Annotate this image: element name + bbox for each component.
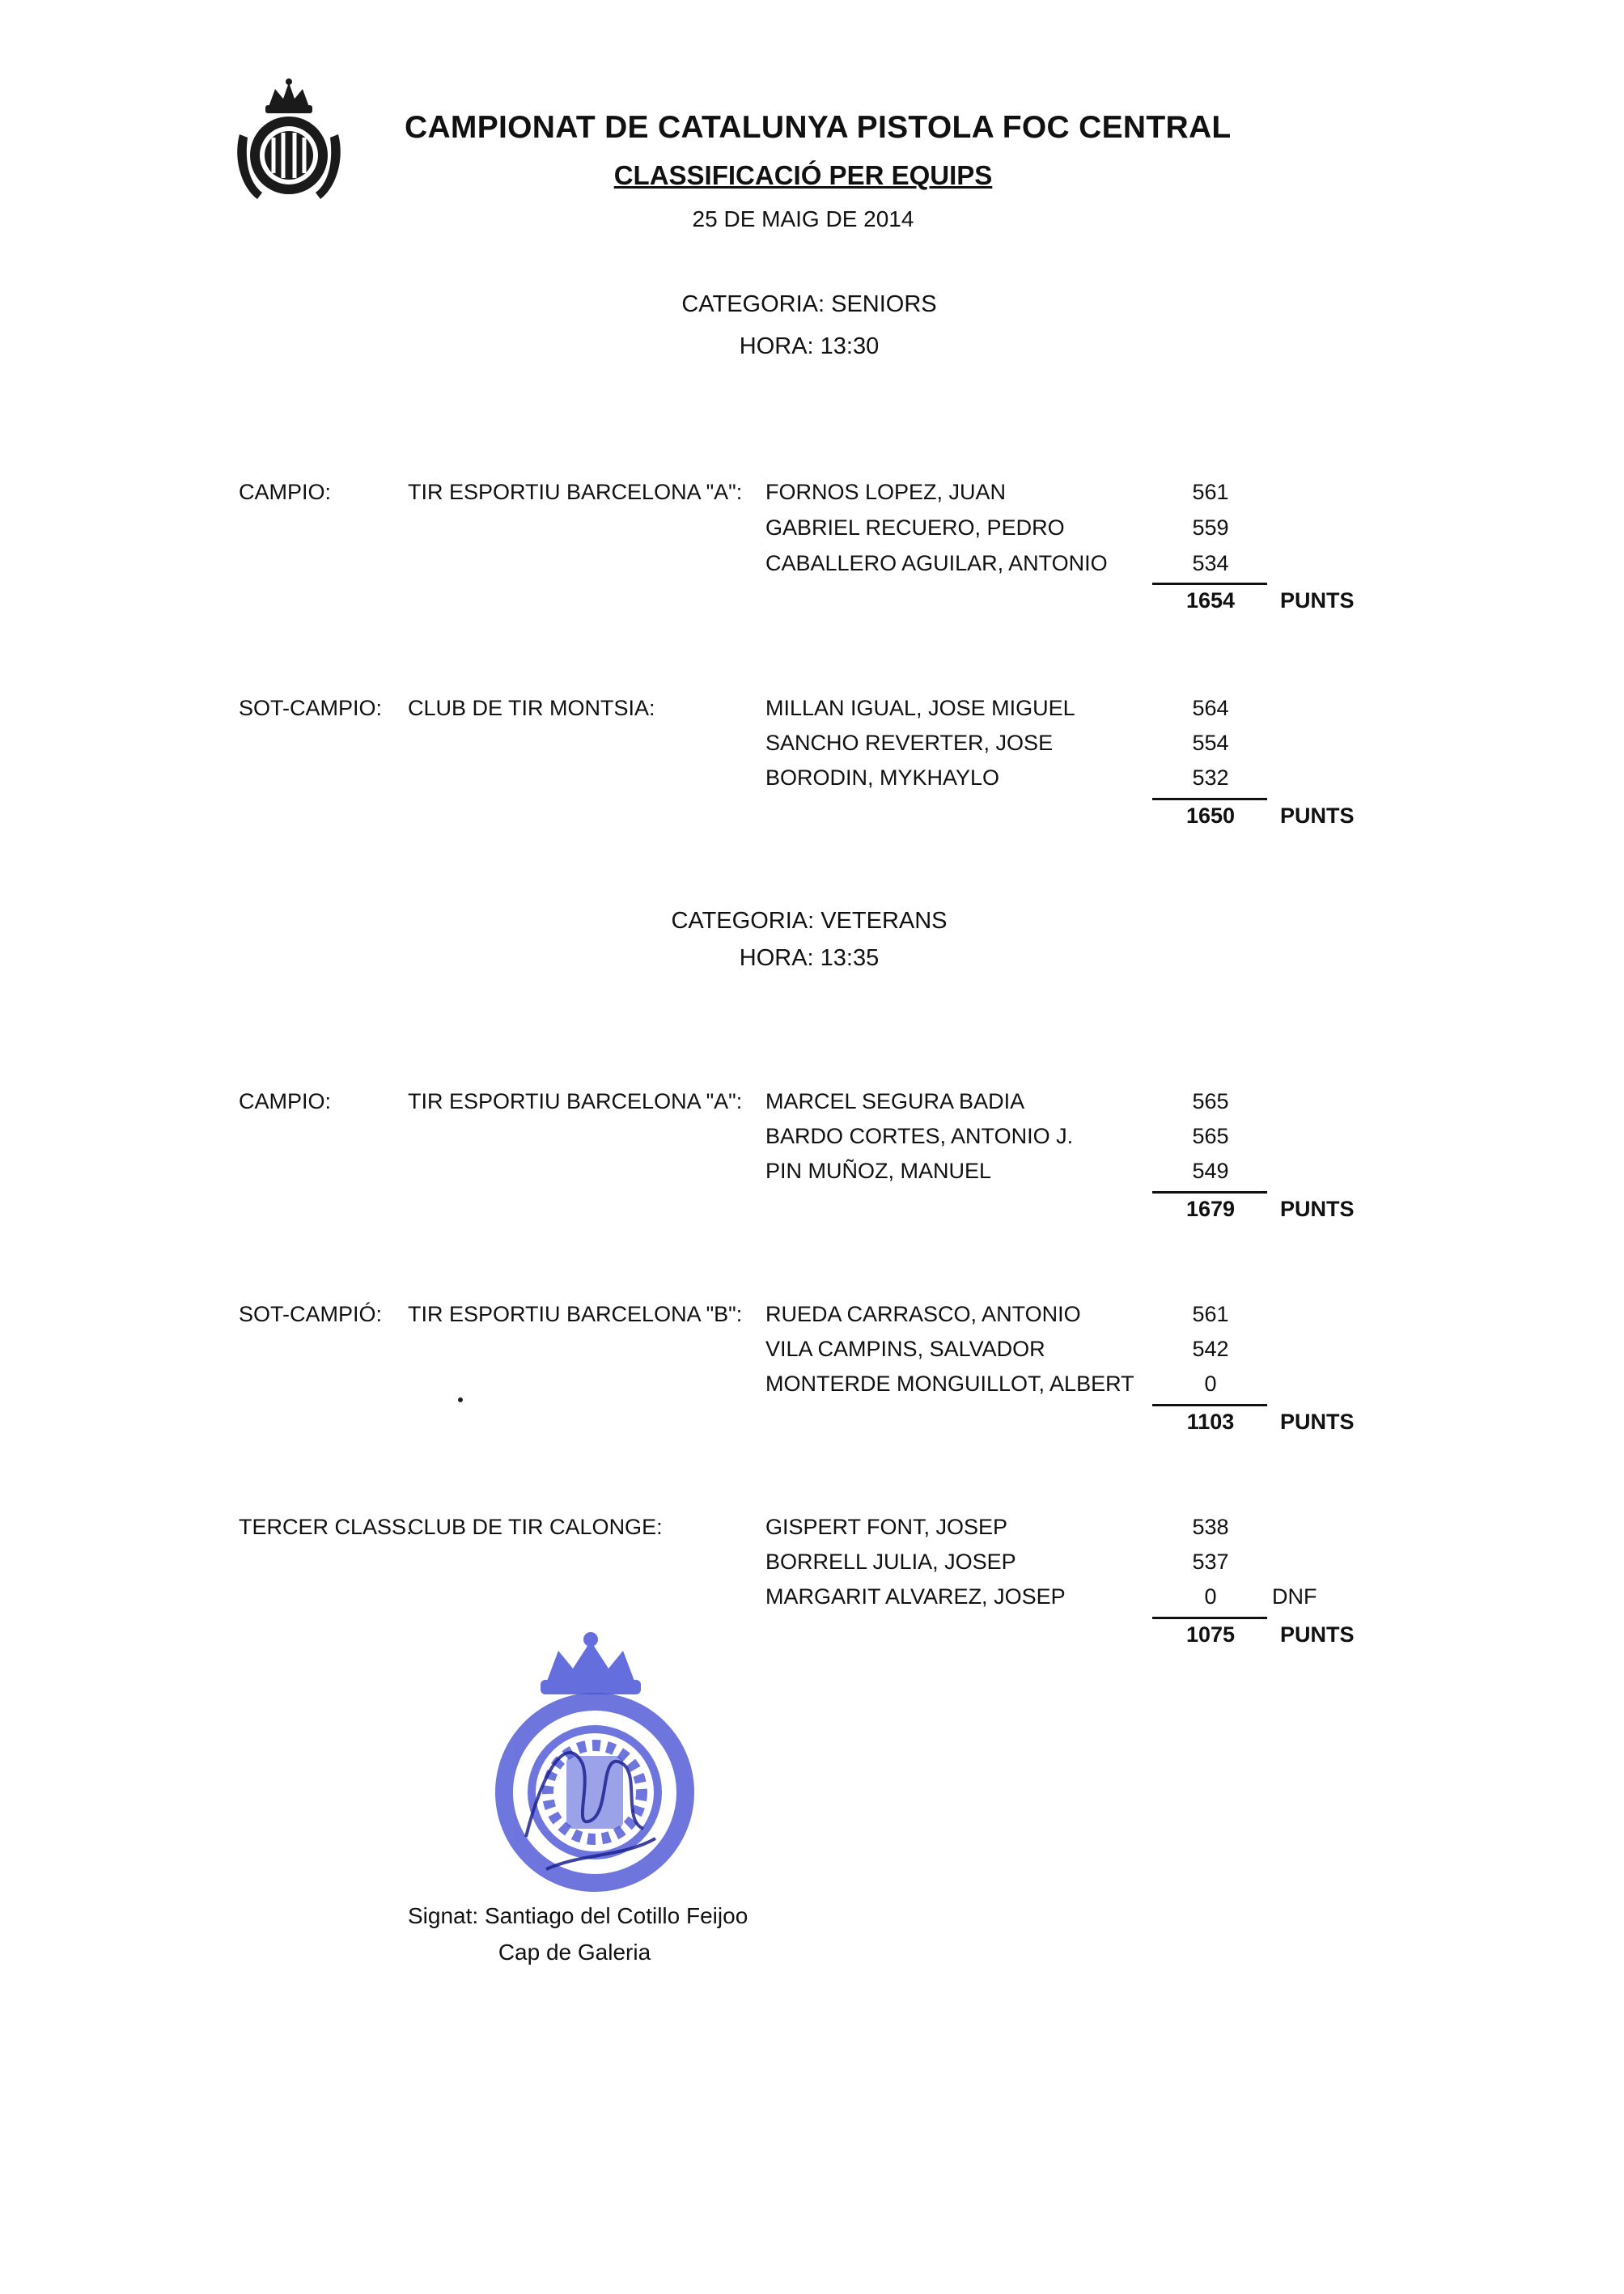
- shooter-name: BARDO CORTES, ANTONIO J.: [765, 1124, 1074, 1148]
- shooter-score: 537: [1192, 1550, 1229, 1574]
- team-place: CAMPIO:: [239, 480, 332, 504]
- shooter-score: 565: [1192, 1089, 1229, 1113]
- shooter-name: FORNOS LOPEZ, JUAN: [765, 480, 1007, 504]
- team-club: CLUB DE TIR CALONGE:: [408, 1515, 663, 1539]
- category-veterans-time: HORA: 13:35: [739, 945, 880, 971]
- points-unit: PUNTS: [1280, 1410, 1355, 1434]
- points-unit: PUNTS: [1280, 588, 1355, 613]
- shooter-name: GABRIEL RECUERO, PEDRO: [765, 515, 1065, 540]
- shooter-name: BORODIN, MYKHAYLO: [765, 765, 1000, 790]
- shooter-name: CABALLERO AGUILAR, ANTONIO: [765, 551, 1108, 575]
- total-rule: [1152, 1404, 1267, 1406]
- shooter-name: MONTERDE MONGUILLOT, ALBERT: [765, 1372, 1134, 1396]
- points-unit: PUNTS: [1280, 1197, 1355, 1221]
- team-place: SOT-CAMPIO:: [239, 696, 383, 720]
- shooter-score: 559: [1192, 515, 1229, 540]
- signature-name: Signat: Santiago del Cotillo Feijoo: [408, 1903, 748, 1928]
- shooter-name: MILLAN IGUAL, JOSE MIGUEL: [765, 696, 1075, 720]
- event-date: 25 DE MAIG DE 2014: [692, 206, 914, 231]
- shooter-score: 561: [1192, 480, 1229, 504]
- team-total: 1075: [1185, 1622, 1236, 1647]
- total-rule: [1152, 798, 1267, 800]
- shooter-name: MARCEL SEGURA BADIA: [765, 1089, 1025, 1113]
- shooter-score: 565: [1192, 1124, 1229, 1148]
- team-total: 1654: [1185, 588, 1236, 613]
- team-place: CAMPIO:: [239, 1089, 332, 1113]
- shooter-name: GISPERT FONT, JOSEP: [765, 1515, 1008, 1539]
- team-club: CLUB DE TIR MONTSIA:: [408, 696, 655, 720]
- shooter-score: 561: [1192, 1302, 1229, 1326]
- federation-crest-logo: [233, 78, 345, 207]
- shooter-note: DNF: [1272, 1584, 1317, 1609]
- shooter-score: 538: [1192, 1515, 1229, 1539]
- page-subtitle: [405, 160, 1202, 191]
- shooter-name: RUEDA CARRASCO, ANTONIO: [765, 1302, 1081, 1326]
- shooter-score: 554: [1192, 731, 1229, 755]
- shooter-score: 549: [1192, 1159, 1229, 1183]
- team-place: TERCER CLASS.: [239, 1515, 413, 1539]
- official-stamp-seal: [469, 1626, 720, 1910]
- team-total: 1650: [1185, 804, 1236, 828]
- shooter-score: 564: [1192, 696, 1229, 720]
- signature-role: Cap de Galeria: [498, 1940, 651, 1965]
- total-rule: [1152, 1617, 1267, 1619]
- category-seniors-time: HORA: 13:30: [739, 333, 880, 359]
- shooter-score: 0: [1204, 1584, 1217, 1609]
- points-unit: PUNTS: [1280, 804, 1355, 828]
- category-seniors-label: CATEGORIA: SENIORS: [681, 291, 937, 317]
- shooter-name: VILA CAMPINS, SALVADOR: [765, 1337, 1045, 1361]
- team-club: TIR ESPORTIU BARCELONA "A":: [408, 1089, 743, 1113]
- total-rule: [1152, 583, 1267, 585]
- shooter-score: 0: [1204, 1372, 1217, 1396]
- shooter-name: BORRELL JULIA, JOSEP: [765, 1550, 1016, 1574]
- category-veterans-label: CATEGORIA: VETERANS: [671, 908, 948, 934]
- team-club: TIR ESPORTIU BARCELONA "B":: [408, 1302, 743, 1326]
- team-club: TIR ESPORTIU BARCELONA "A":: [408, 480, 743, 504]
- shooter-name: PIN MUÑOZ, MANUEL: [765, 1159, 992, 1183]
- points-unit: PUNTS: [1280, 1622, 1355, 1647]
- shooter-name: SANCHO REVERTER, JOSE: [765, 731, 1054, 755]
- shooter-score: 532: [1192, 765, 1229, 790]
- shooter-score: 542: [1192, 1337, 1229, 1361]
- total-rule: [1152, 1191, 1267, 1194]
- subtitle-text: CLASSIFICACIÓ PER EQUIPS: [613, 160, 993, 190]
- shooter-score: 534: [1192, 551, 1229, 575]
- page-title: CAMPIONAT DE CATALUNYA PISTOLA FOC CENTRAL: [405, 110, 1232, 145]
- team-total: 1103: [1186, 1410, 1235, 1434]
- ink-speck: [458, 1397, 463, 1402]
- team-total: 1679: [1185, 1197, 1236, 1221]
- shooter-name: MARGARIT ALVAREZ, JOSEP: [765, 1584, 1066, 1609]
- team-place: SOT-CAMPIÓ:: [239, 1302, 383, 1326]
